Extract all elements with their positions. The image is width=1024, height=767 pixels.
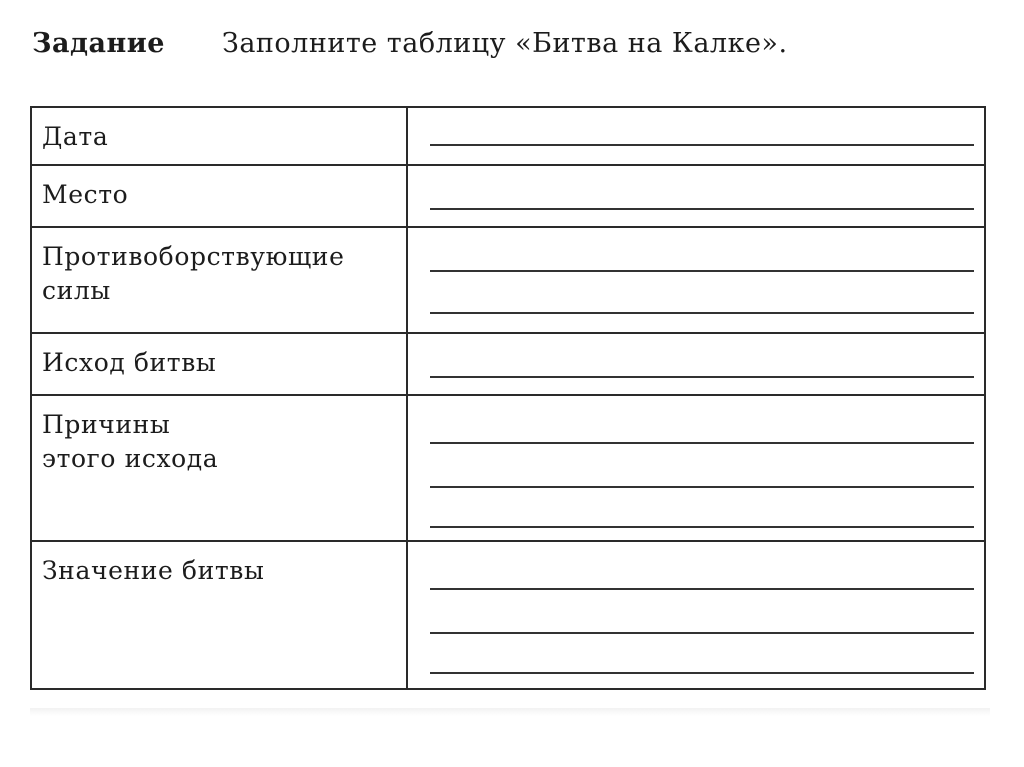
answer-line — [430, 144, 974, 146]
answer-line — [430, 270, 974, 272]
row-label-reasons: Причины этого исхода — [32, 396, 408, 540]
answer-area-reasons[interactable] — [408, 396, 984, 540]
answer-line — [430, 672, 974, 674]
answer-area-outcome[interactable] — [408, 334, 984, 394]
answer-area-meaning[interactable] — [408, 542, 984, 688]
answer-line — [430, 442, 974, 444]
answer-line — [430, 632, 974, 634]
answer-line — [430, 588, 974, 590]
table-row-date — [32, 108, 984, 166]
answer-line — [430, 486, 974, 488]
answer-area-date[interactable] — [408, 108, 984, 164]
row-label-meaning: Значение битвы — [32, 542, 408, 688]
answer-line — [430, 312, 974, 314]
scan-shadow — [30, 708, 990, 716]
answer-area-place[interactable] — [408, 166, 984, 226]
row-label-outcome: Исход битвы — [32, 334, 408, 394]
task-instruction: Заполните таблицу «Битва на Калке». — [222, 28, 788, 59]
answer-line — [430, 376, 974, 378]
task-label: Задание — [32, 28, 165, 59]
battle-table — [30, 106, 986, 690]
table-row-outcome — [32, 334, 984, 396]
row-label-place: Место — [32, 166, 408, 226]
task-header — [32, 28, 788, 64]
row-label-forces: Противоборствующие силы — [32, 228, 408, 332]
table-row-reasons — [32, 396, 984, 542]
answer-line — [430, 208, 974, 210]
table-row-place — [32, 166, 984, 228]
answer-line — [430, 526, 974, 528]
table-row-meaning — [32, 542, 984, 688]
answer-area-forces[interactable] — [408, 228, 984, 332]
table-row-forces — [32, 228, 984, 334]
row-label-date: Дата — [32, 108, 408, 164]
